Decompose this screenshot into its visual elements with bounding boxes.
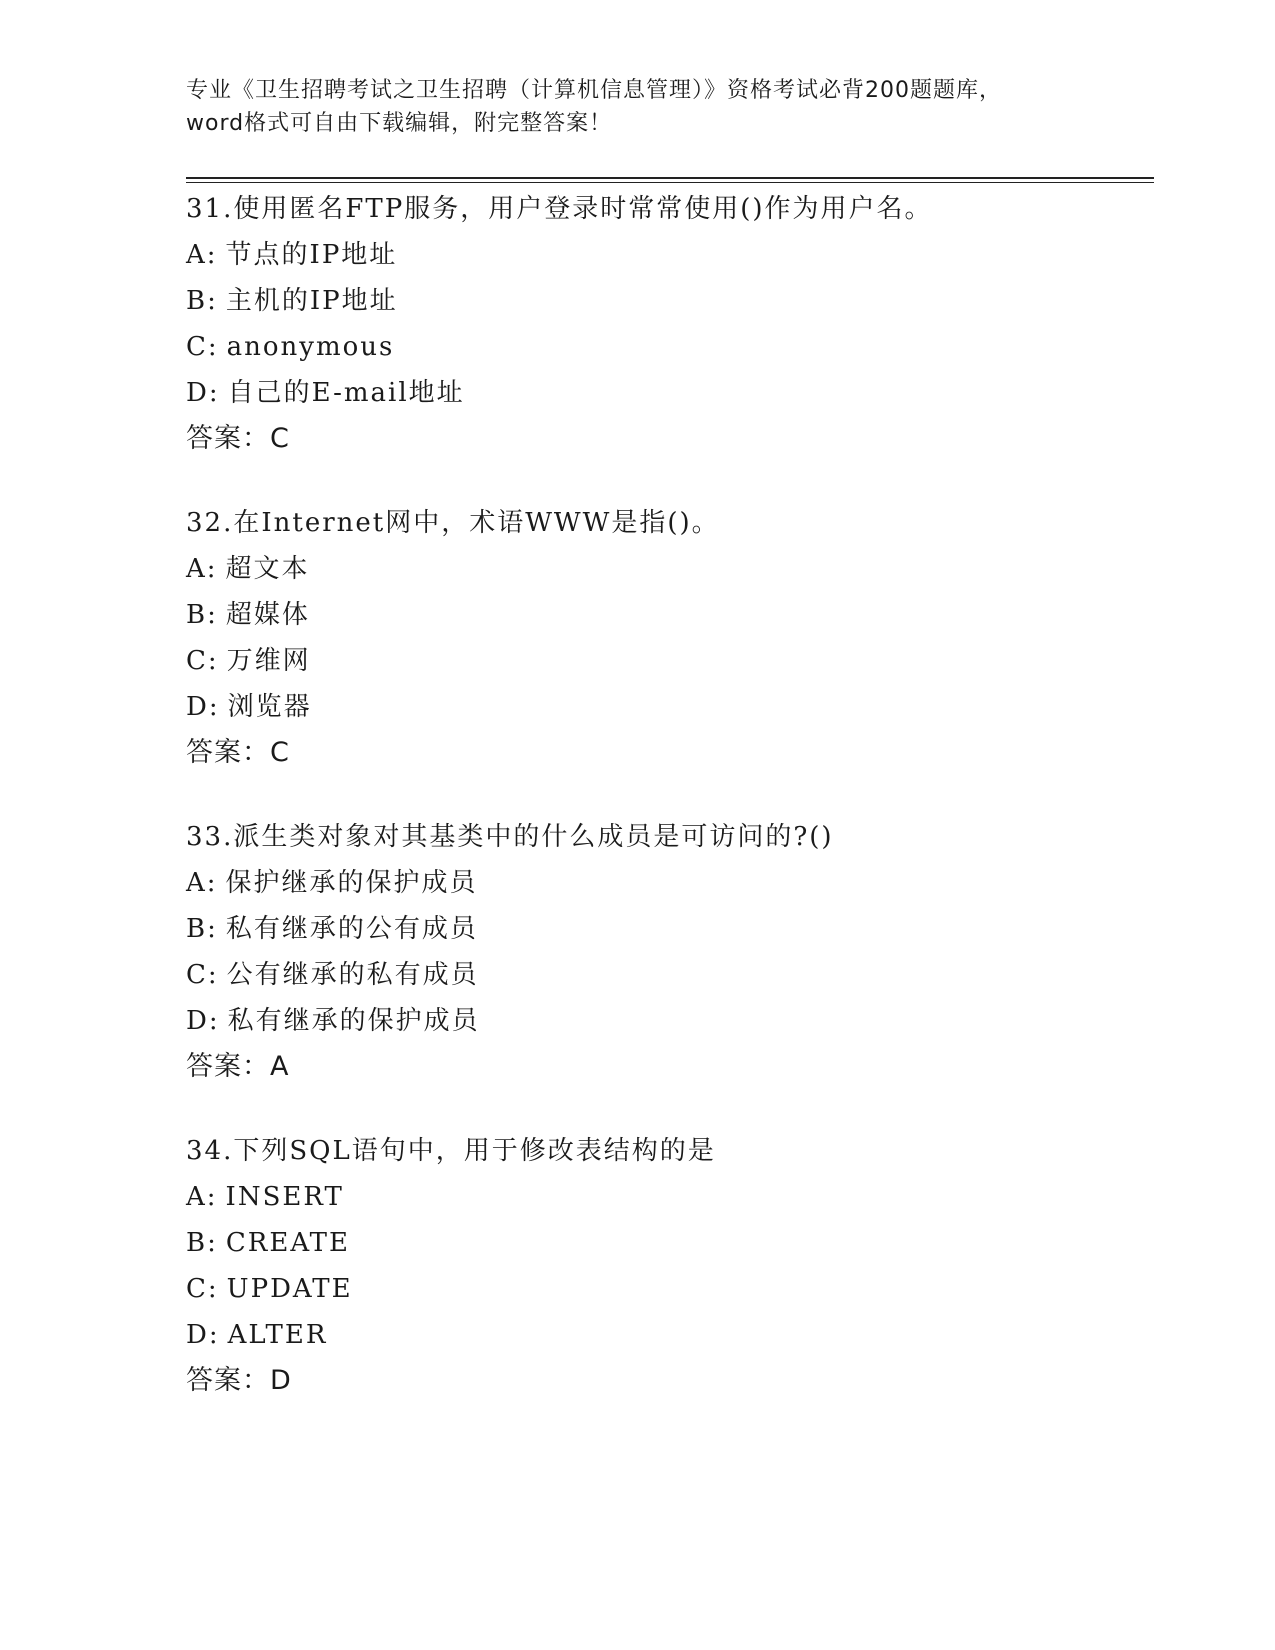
option-letter: A: (186, 554, 218, 584)
option-text: 公有继承的私有成员 (226, 960, 479, 990)
option-letter: D: (186, 692, 220, 722)
option-c (186, 952, 1154, 998)
option-text: 主机的IP地址 (225, 286, 398, 316)
option-letter: C: (186, 646, 219, 676)
option-letter: C: (186, 332, 219, 362)
answer-label: 答案：C (186, 737, 290, 768)
option-letter: D: (186, 1320, 220, 1350)
option-letter: A: (186, 240, 218, 270)
option-text: 自己的E-mail地址 (227, 378, 465, 408)
option-a (186, 860, 1154, 906)
question-text: 33.派生类对象对其基类中的什么成员是可访问的?() (186, 822, 834, 852)
option-letter: B: (186, 600, 218, 630)
option-letter: B: (186, 914, 218, 944)
option-text: INSERT (225, 1182, 344, 1212)
option-letter: C: (186, 960, 219, 990)
question-34 (186, 1128, 1154, 1404)
option-text: UPDATE (226, 1274, 353, 1304)
option-a (186, 546, 1154, 592)
option-c (186, 1266, 1154, 1312)
option-b (186, 906, 1154, 952)
question-text: 34.下列SQL语句中，用于修改表结构的是 (186, 1136, 716, 1166)
option-b (186, 592, 1154, 638)
option-letter: A: (186, 868, 218, 898)
option-text: CREATE (225, 1228, 350, 1258)
option-a (186, 232, 1154, 278)
answer-label: 答案：D (186, 1365, 292, 1396)
question-text: 32.在Internet网中，术语WWW是指()。 (186, 508, 720, 538)
question-text: 31.使用匿名FTP服务，用户登录时常常使用()作为用户名。 (186, 194, 933, 224)
option-text: 私有继承的公有成员 (225, 914, 478, 944)
option-text: 超文本 (225, 554, 310, 584)
option-letter: C: (186, 1274, 219, 1304)
option-text: 浏览器 (227, 692, 312, 722)
option-text: 节点的IP地址 (225, 240, 398, 270)
header-line-1: 专业《卫生招聘考试之卫生招聘（计算机信息管理）》资格考试必背200题题库， (186, 78, 1002, 103)
option-letter: D: (186, 378, 220, 408)
option-text: 保护继承的保护成员 (225, 868, 478, 898)
option-d (186, 998, 1154, 1044)
option-b (186, 278, 1154, 324)
option-b (186, 1220, 1154, 1266)
option-text: 私有继承的保护成员 (227, 1006, 480, 1036)
option-letter: A: (186, 1182, 218, 1212)
option-text: anonymous (226, 332, 395, 362)
option-text: 万维网 (226, 646, 311, 676)
question-31 (186, 186, 1154, 462)
option-d (186, 684, 1154, 730)
option-text: ALTER (227, 1320, 328, 1350)
document-header (186, 74, 1086, 140)
question-33 (186, 814, 1154, 1090)
option-c (186, 324, 1154, 370)
header-line-2: word格式可自由下载编辑，附完整答案！ (186, 111, 613, 136)
answer-label: 答案：A (186, 1051, 290, 1082)
option-letter: B: (186, 1228, 218, 1258)
option-letter: D: (186, 1006, 220, 1036)
option-c (186, 638, 1154, 684)
option-d (186, 1312, 1154, 1358)
option-letter: B: (186, 286, 218, 316)
question-32 (186, 500, 1154, 776)
option-text: 超媒体 (225, 600, 310, 630)
option-d (186, 370, 1154, 416)
answer-label: 答案：C (186, 423, 290, 454)
option-a (186, 1174, 1154, 1220)
header-divider (186, 177, 1154, 183)
